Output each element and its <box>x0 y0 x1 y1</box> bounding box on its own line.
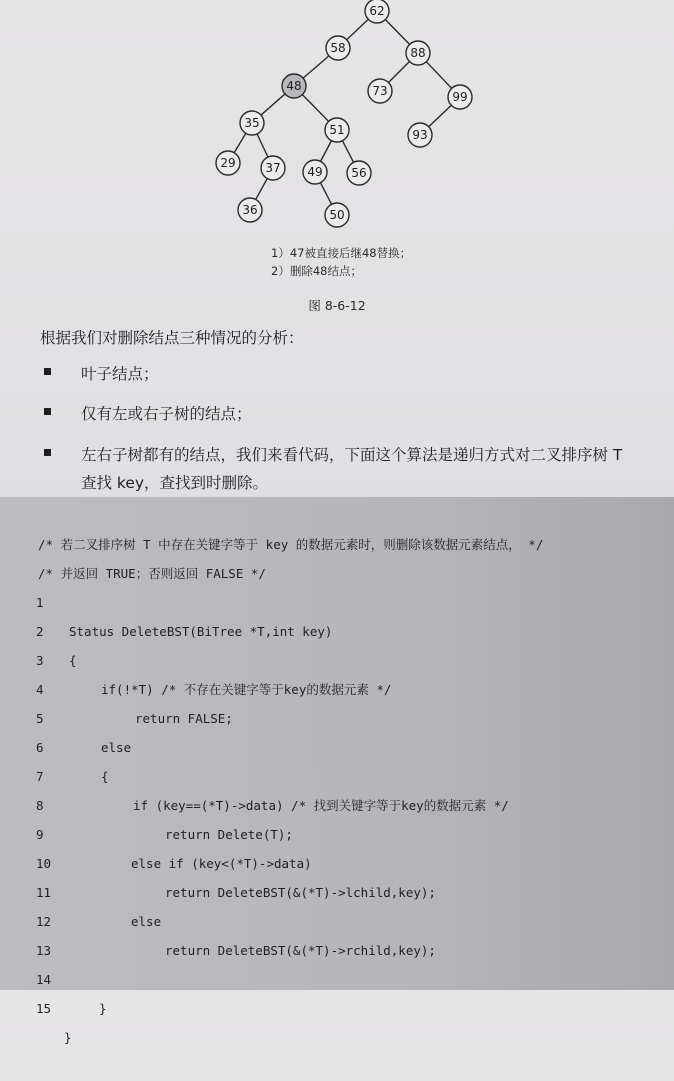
tree-node-56 <box>347 161 371 185</box>
tree-node-label: 93 <box>412 128 428 142</box>
line-number: 15 <box>36 1001 52 1016</box>
tree-node-label: 58 <box>330 41 346 55</box>
tree-node-51 <box>325 118 349 142</box>
line-number: 9 <box>36 827 44 842</box>
tree-node-label: 51 <box>329 123 345 137</box>
code-text: if (key==(*T)->data) /* 找到关键字等于key的数据元素 */ <box>133 798 509 813</box>
tree-edge-n48-n51 <box>302 95 328 122</box>
line-number: 6 <box>36 740 44 755</box>
tree-node-93 <box>408 123 432 147</box>
code-line <box>0 646 233 726</box>
tree-node-label: 48 <box>286 79 302 93</box>
tree-edge-n99-n93 <box>429 105 452 126</box>
bullet-continuation: 查找 key，查找到时删除。 <box>81 474 269 492</box>
tree-edge-n37-n36 <box>256 179 267 200</box>
bullet-square-icon <box>44 368 51 375</box>
code-text: return FALSE; <box>135 711 233 726</box>
line-number: 2 <box>36 624 44 639</box>
code-comment-line-1 <box>0 501 544 552</box>
binary-sort-tree-diagram <box>0 0 674 270</box>
tree-edge-n48-n35 <box>261 94 285 115</box>
code-text: Status DeleteBST(BiTree *T,int key) <box>69 624 333 639</box>
code-line <box>0 704 109 784</box>
code-comment: /* 若二叉排序树 T 中存在关键字等于 key 的数据元素时，则删除该数据元素结点， */ <box>38 537 544 552</box>
code-line <box>0 588 77 668</box>
line-number: 5 <box>36 711 44 726</box>
tree-node-58 <box>326 36 350 60</box>
code-text: else <box>101 740 132 755</box>
line-number: 10 <box>36 856 52 871</box>
tree-node-label: 88 <box>410 46 426 60</box>
code-text: return DeleteBST(&(*T)->rchild,key); <box>165 943 436 958</box>
code-text: return DeleteBST(&(*T)->lchild,key); <box>165 885 436 900</box>
code-text: if(!*T) /* 不存在关键字等于key的数据元素 */ <box>101 682 392 697</box>
code-text: else if (key<(*T)->data) <box>131 856 312 871</box>
tree-edge-n58-n48 <box>303 56 329 78</box>
code-line <box>0 675 132 755</box>
line-number: 13 <box>36 943 52 958</box>
tree-node-37 <box>261 156 285 180</box>
code-text: { <box>69 653 77 668</box>
tree-edge-n35-n37 <box>257 134 268 157</box>
tree-edge-n88-n99 <box>426 62 451 89</box>
tree-node-99 <box>448 85 472 109</box>
tree-node-label: 49 <box>307 165 323 179</box>
figure-notes <box>271 244 411 280</box>
tree-node-label: 36 <box>242 203 258 217</box>
code-text: } <box>64 1030 72 1045</box>
tree-edge-n62-n58 <box>347 19 369 39</box>
line-number: 11 <box>36 885 52 900</box>
tree-node-48 <box>282 74 306 98</box>
tree-node-label: 62 <box>369 4 385 18</box>
line-number: 12 <box>36 914 52 929</box>
line-number: 4 <box>36 682 44 697</box>
tree-edge-n62-n88 <box>385 20 409 45</box>
code-comment: /* 并返回 TRUE；否则返回 FALSE */ <box>38 566 266 581</box>
tree-node-label: 35 <box>244 116 260 130</box>
tree-node-35 <box>240 111 264 135</box>
tree-node-label: 37 <box>265 161 281 175</box>
tree-edge-n51-n56 <box>342 141 353 163</box>
tree-node-88 <box>406 41 430 65</box>
bullet-square-icon <box>44 408 51 415</box>
tree-edge-n49-n50 <box>320 183 331 205</box>
code-text: else <box>131 914 162 929</box>
code-text: return Delete(T); <box>165 827 293 842</box>
code-comment-line-2 <box>0 530 266 581</box>
tree-edge-n88-n73 <box>388 61 409 82</box>
tree-edge-n35-n29 <box>234 133 246 152</box>
line-number: 14 <box>36 972 52 987</box>
intro-paragraph: 根据我们对删除结点三种情况的分析： <box>40 329 304 347</box>
code-line <box>0 762 293 842</box>
line-number: 1 <box>36 595 44 610</box>
note-1: 1）47被直接后继48替换； <box>271 246 412 260</box>
tree-node-label: 99 <box>452 90 468 104</box>
line-number: 7 <box>36 769 44 784</box>
code-text: { <box>101 769 109 784</box>
tree-node-62 <box>365 0 389 23</box>
code-text: } <box>99 1001 107 1016</box>
tree-node-36 <box>238 198 262 222</box>
bullet-text: 仅有左或右子树的结点； <box>81 405 252 423</box>
tree-node-label: 29 <box>220 156 236 170</box>
bullet-text: 左右子树都有的结点，我们来看代码，下面这个算法是递归方式对二叉排序树 T <box>81 446 623 464</box>
tree-node-49 <box>303 160 327 184</box>
tree-node-73 <box>368 79 392 103</box>
line-number: 3 <box>36 653 44 668</box>
code-block <box>0 497 674 1045</box>
bullet-square-icon <box>44 449 51 456</box>
note-2: 2）删除48结点； <box>271 264 362 278</box>
tree-edge-n51-n49 <box>321 141 332 162</box>
tree-nodes <box>216 0 472 227</box>
figure-caption: 图 8-6-12 <box>308 298 366 313</box>
tree-node-label: 50 <box>329 208 345 222</box>
line-number: 8 <box>36 798 44 813</box>
tree-node-50 <box>325 203 349 227</box>
bullet-text: 叶子结点； <box>81 365 159 383</box>
tree-node-label: 56 <box>351 166 367 180</box>
tree-node-29 <box>216 151 240 175</box>
tree-node-label: 73 <box>372 84 388 98</box>
